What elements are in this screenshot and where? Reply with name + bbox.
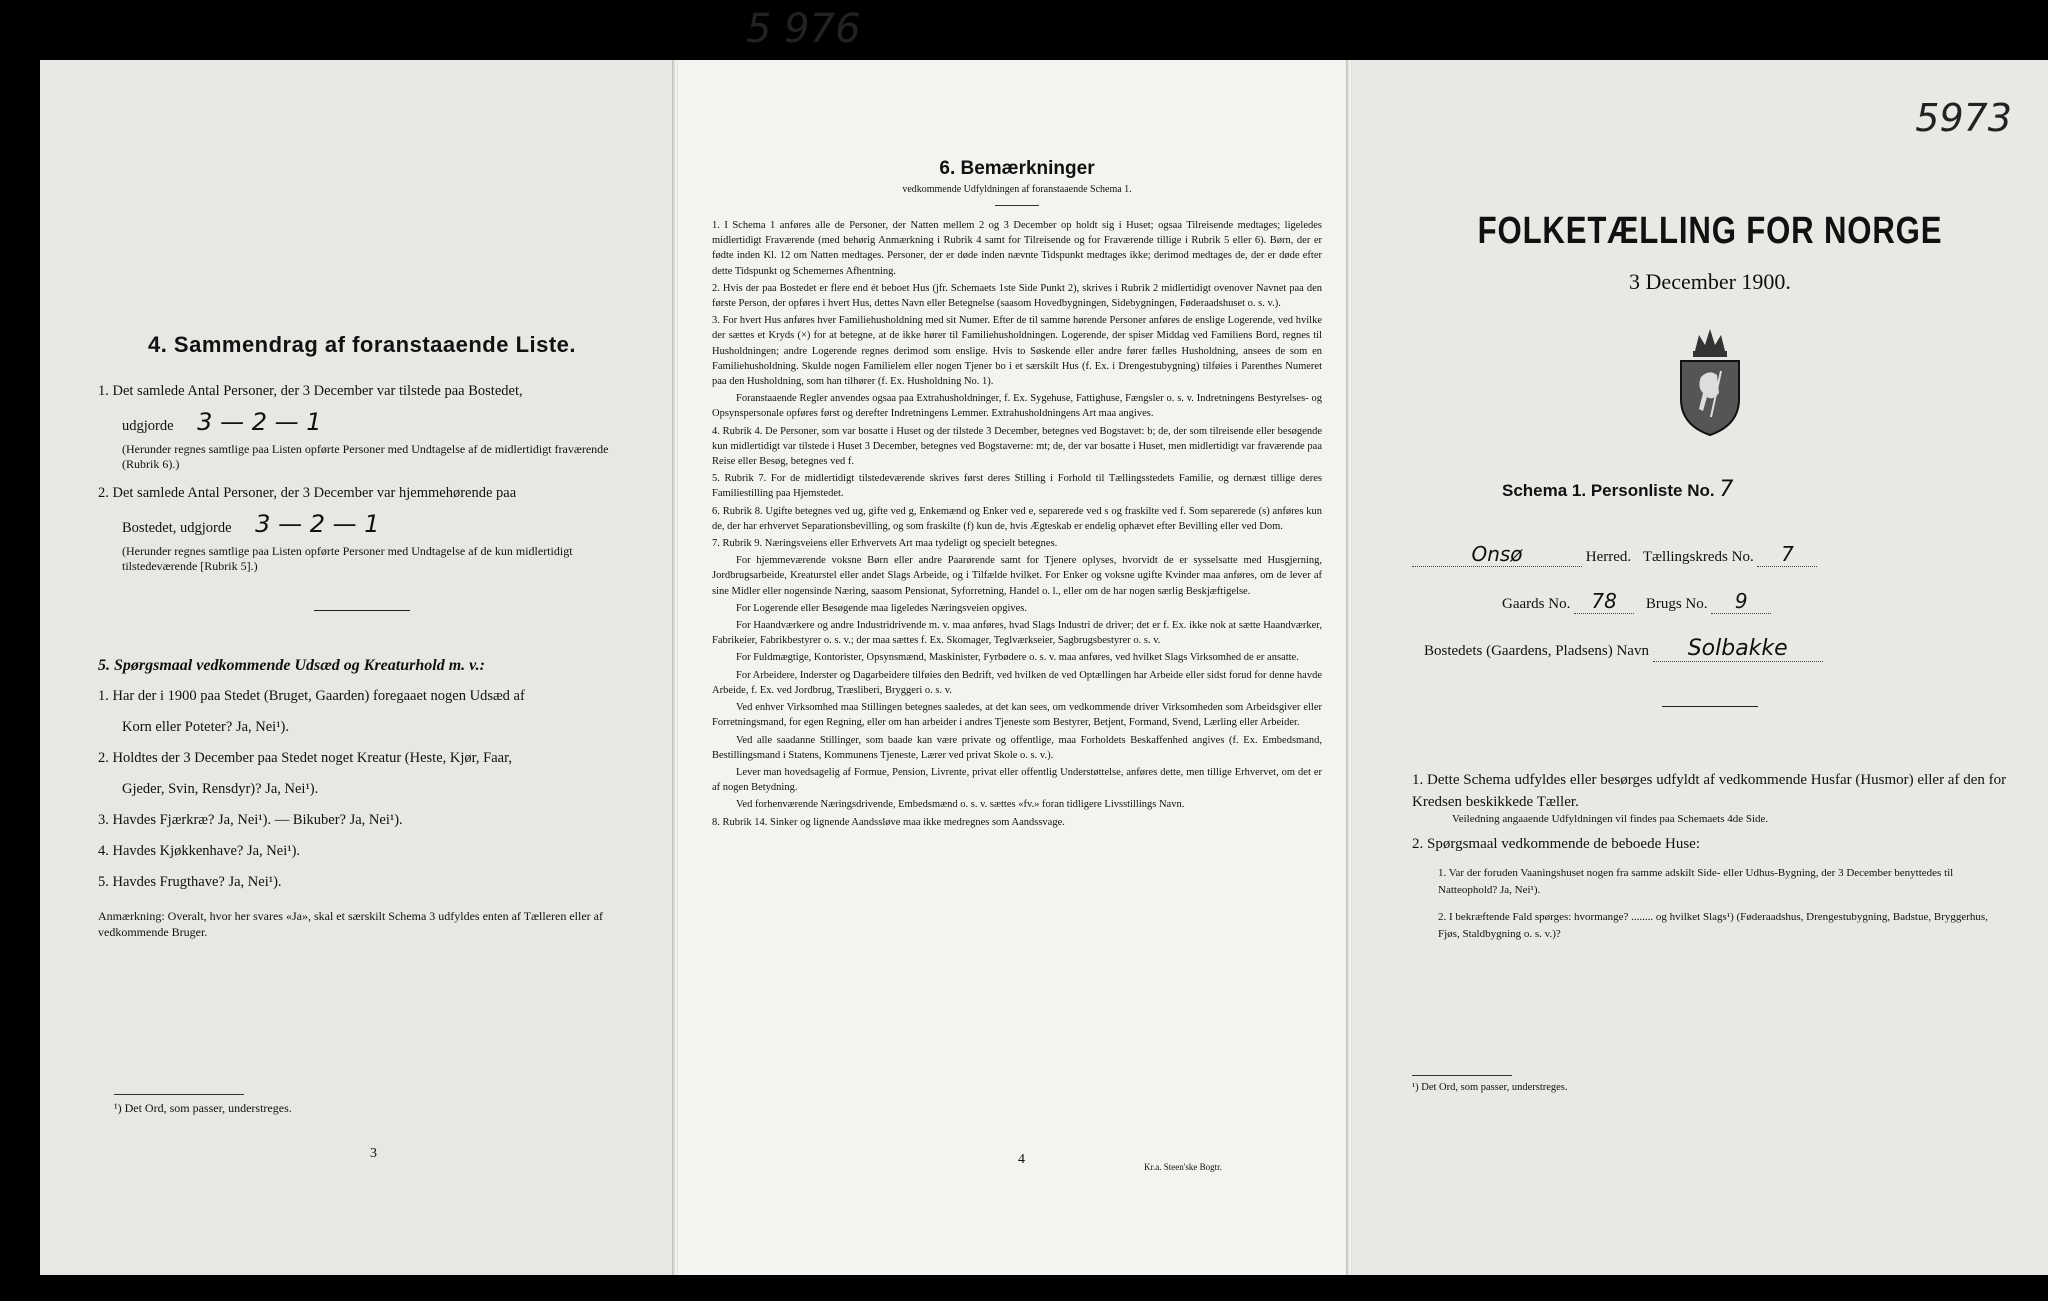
printer-imprint: Kr.a. Steen'ske Bogtr. — [1144, 1162, 1222, 1172]
remark-3: 3. For hvert Hus anføres hver Familiehusholdning med sit Numer. Efter de til samme hørende Personer anføres de enslige Logerende, ved hvilke der sættes et Kryds (×) for at betegne, at de ikke hører til Familiehusholdningen. Logerende, der spiser Middag ved Familiens Bord, regnes til Husholdningen; andre Logerende regnes derimod som enslige. Hvis to Søskende eller andre fører fælles Husholdning, ansees de som en Familiehusholdning. Skulde nogen Familielem eller nogen Tjener bo i et særskilt Hus (f. Ex. i Drengestubygning) tilføies i Parenthes Numeret paa den Husholdning, som han tilhører (f. Ex. Husholdning No. 1). — [712, 315, 1322, 388]
remark-7b: For Logerende eller Besøgende maa ligeledes Næringsveien opgives. — [736, 602, 1027, 614]
q2-note: (Herunder regnes samtlige paa Listen opførte Personer med Undtagelse af de kun midlertidigt tilstedeværende [Rubrik 5].) — [122, 544, 573, 573]
q5-1a: 1. Har der i 1900 paa Stedet (Bruget, Gaarden) foregaaet nogen Udsæd af — [98, 688, 525, 704]
anmerkning: Anmærkning: Overalt, hvor her svares «Ja», skal et særskilt Schema 3 udfyldes enten af Tælleren eller af vedkommende Bruger. — [98, 909, 603, 939]
remark-6: 6. Rubrik 8. Ugifte betegnes ved ug, gifte ved g, Enkemænd og Enker ved e, separerede ved s og fraskilte ved f. Som separerede (s) anføres kun de, der har erhvervet Separationsbevilling, og som fraskilte (f) kun de, hvis Ægteskab er endelig ophævet efter Bevilling eller ved Dom. — [712, 505, 1322, 532]
herred-line — [1412, 542, 2008, 567]
brugs-value: 9 — [1711, 589, 1771, 614]
remark-5: 5. Rubrik 7. For de midlertidigt tilstedeværende skrives først deres Stilling i Forhold til Tællingsstedets Familie, og dernæst tillige deres Familiestilling paa Hjemstedet. — [712, 473, 1322, 500]
left-footnote-text: ¹) Det Ord, som passer, understreges. — [114, 1101, 292, 1115]
divider — [314, 610, 410, 611]
instruction-2-1: 1. Var der foruden Vaaningshuset nogen fra samme adskilt Side- eller Udhus-Bygning, der 3 December benyttedes til Natteophold? Ja, Nei¹). — [1438, 867, 1954, 896]
q5-2b: Gjeder, Svin, Rensdyr)? Ja, Nei¹). — [122, 781, 319, 797]
q5-4: 4. Havdes Kjøkkenhave? Ja, Nei¹). — [98, 843, 301, 859]
instruction-2: 2. Spørgsmaal vedkommende de beboede Huse: — [1412, 836, 1700, 852]
remark-7g: Ved alle saadanne Stillinger, som baade kan være private og offentlige, maa Forholdets Beskaffenhed angives (f. Ex. Embedsmand, Bestillingsmand i Statens, Kommunens Tjeneste, Lærer ved privat Skole o. s. v.). — [712, 734, 1322, 761]
instruction-1-note: Veiledning angaaende Udfyldningen vil findes paa Schemaets 4de Side. — [1452, 813, 1769, 825]
schema-line — [1502, 477, 2008, 502]
remarks-title: 6. Bemærkninger — [939, 158, 1095, 179]
bosted-label: Bostedets (Gaardens, Pladsens) Navn — [1424, 643, 1649, 659]
remark-4: 4. Rubrik 4. De Personer, som var bosatte i Huset og der tilstede 3 December, betegnes ved Bogstavet: b; de, der som tilreisende eller besøgende kun midlertidigt var tilstede i Huset 3 December, betegnes ved Bogstaverne: mt; de, der var bosatte i Huset, men midlertidigt var fraværende paa Reise eller Besøg, betegnes ved f. — [712, 425, 1322, 468]
remark-7e: For Arbeidere, Inderster og Dagarbeidere tilføies den Bedrift, ved hvilken de ved Optællingen har Arbeide eller sidst forud for denne havde Arbeide, f. Ex. ved Jordbrug, Træsliberi, Bryggeri o. s. v. — [712, 669, 1322, 696]
right-footnote — [1412, 1075, 1568, 1093]
remarks-subtitle: vedkommende Udfyldningen af foranstaaende Schema 1. — [902, 184, 1132, 195]
schema-number: 7 — [1719, 477, 1734, 502]
schema-label: Schema 1. Personliste No. — [1502, 481, 1715, 500]
kreds-value: 7 — [1757, 542, 1817, 567]
remark-8: 8. Rubrik 14. Sinker og lignende Aandssløve maa ikke medregnes som Aandssvage. — [712, 816, 1065, 828]
remark-7c: For Haandværkere og andre Industridrivende m. v. maa anføres, hvad Slags Industri de driver; det er f. Ex. ikke nok at sætte Haandværker, Fabrikeier, Fabrikbestyrer o. s. v.; der maa sættes f. Ex. Skomager, Teglværkseier, Sagbrugsbestyrer o. s. v. — [712, 620, 1322, 647]
section-5-title: 5. Spørgsmaal vedkommende Udsæd og Kreaturhold m. v.: — [98, 657, 485, 674]
archive-number-right: 5973 — [1915, 96, 2012, 140]
remark-7: 7. Rubrik 9. Næringsveiens eller Erhvervets Art maa tydeligt og specielt betegnes. — [712, 538, 1058, 550]
q2-values: 3 — 2 — 1 — [255, 510, 380, 538]
footnote-rule — [114, 1094, 244, 1095]
middle-page-number: 4 — [1018, 1152, 1025, 1167]
instruction-1: 1. Dette Schema udfyldes eller besørges udfyldt af vedkommende Husfar (Husmor) eller af den for Kredsen beskikkede Tæller. — [1412, 772, 2007, 810]
remark-1: 1. I Schema 1 anføres alle de Personer, der Natten mellem 2 og 3 December op holdt sig i Huset; ogsaa Tilreisende medtages; ligeledes midlertidigt Fraværende (med behørig Anmærkning i Rubrik 4 samt for Tilreisende og for Fraværende tillige i Rubrik 5 eller 6). Børn, der er fødte inden Kl. 12 om Natten medtages. Personer, der er døde inden nævnte Tidspunkt medtages ikke; derimod medtages de, der er døde efter dette Tidspunkt og Schemernes Afhentning. — [712, 220, 1322, 277]
remarks-rule — [995, 205, 1039, 206]
remark-7d: For Fuldmægtige, Kontorister, Opsynsmænd, Maskinister, Fyrbødere o. s. v. maa anføres, ved hvilket Slags Virksomhed de er ansatte. — [736, 652, 1299, 664]
q1-text: 1. Det samlede Antal Personer, der 3 December var tilstede paa Bostedet, — [98, 383, 523, 399]
census-date: 3 December 1900. — [1629, 269, 1791, 294]
remark-7h: Lever man hovedsagelig af Formue, Pension, Livrente, privat eller offentlig Understøttelse, anføres dette, men tillige Erhvervet, om det er af nogen Betydning. — [712, 766, 1322, 794]
q5-1b: Korn eller Poteter? Ja, Nei¹). — [122, 719, 290, 735]
gaards-value: 78 — [1574, 589, 1634, 614]
q5-5: 5. Havdes Frugthave? Ja, Nei¹). — [98, 874, 282, 890]
herred-label: Herred. — [1585, 549, 1632, 565]
left-page — [40, 60, 672, 1275]
q1-line — [122, 407, 626, 442]
right-footnote-text: ¹) Det Ord, som passer, understreges. — [1412, 1082, 1568, 1093]
q5-3: 3. Havdes Fjærkræ? Ja, Nei¹). — Bikuber? Ja, Nei¹). — [98, 812, 403, 828]
remark-7i: Ved forhenværende Næringsdrivende, Embedsmænd o. s. v. sættes «fv.» foran tidligere Livsstillings Navn. — [736, 799, 1185, 811]
q2-text: 2. Det samlede Antal Personer, der 3 December var hjemmehørende paa — [98, 485, 517, 501]
remark-3b: Foranstaaende Regler anvendes ogsaa paa Extrahusholdninger, f. Ex. Sygehuse, Fattighuse, Fængsler o. s. v. Indretningens Bestyrelses- og Opsynspersonale opføres først og derefter Indretningens Lemmer. Extrahusholdningens Art maa angives. — [712, 393, 1322, 420]
right-footnote-rule — [1412, 1075, 1512, 1076]
gaards-label: Gaards No. — [1502, 596, 1571, 612]
remark-7f: Ved enhver Virksomhed maa Stillingen betegnes saaledes, at det kan sees, om vedkommende driver Virksomheden som Arbeidsgiver eller Forretningsmand, for egen Regning, eller om han arbeider i andres Tjeneste som Bestyrer, Betjent, Formand, Svend, Lærling eller Arbeider. — [712, 702, 1322, 729]
right-page — [1352, 60, 2048, 1275]
archive-number-top: 5 976 — [746, 6, 861, 52]
kreds-label: Tællingskreds No. — [1642, 549, 1754, 565]
left-page-number: 3 — [370, 1146, 377, 1161]
brugs-label: Brugs No. — [1645, 596, 1708, 612]
census-title: FOLKETÆLLING FOR NORGE — [1477, 210, 1943, 252]
q5-2a: 2. Holdtes der 3 December paa Stedet noget Kreatur (Heste, Kjør, Faar, — [98, 750, 512, 766]
instruction-2-2: 2. I bekræftende Fald spørges: hvormange? ........ og hvilket Slags¹) (Føderaadshus, Drengestubygning, Badstue, Bryggerhus, Fjøs, Staldbygning o. s. v.)? — [1438, 911, 1988, 940]
middle-page — [678, 60, 1350, 1275]
section-4-title: 4. Sammendrag af foranstaaende Liste. — [147, 332, 577, 357]
q1-note: (Herunder regnes samtlige paa Listen opførte Personer med Undtagelse af de midlertidigt fraværende (Rubrik 6).) — [122, 442, 609, 471]
norway-coat-of-arms-icon — [1673, 321, 1747, 437]
q1-values: 3 — 2 — 1 — [197, 408, 322, 436]
remark-7a: For hjemmeværende voksne Børn eller andre Paarørende samt for Tjenere oplyses, hvorvidt de er sysselsatte med Husgjerning, Jordbrugsarbeide, Kreaturstel eller andet Slags Arbeide, og i Tilfælde hvilket. For Enker og voksne ugifte Kvinder maa anføres, om de lever af sine Midler eller nogensinde Næring, saasom Pensionat, Syforretning, Handel o. l., eller om de har nogen særlig Beskjæftigelse. — [712, 555, 1322, 597]
bosted-line — [1424, 636, 2008, 662]
remark-2: 2. Hvis der paa Bostedet er flere end ét beboet Hus (jfr. Schemaets 1ste Side Punkt 2), skrives i Rubrik 2 midlertidigt ovenover Navnet paa den første Person, der opføres i hvert Hus, dettes Navn eller Betegnelse (saasom Hovedbygningen, Sidebygningen, Føderaadshuset o. s. v.). — [712, 282, 1322, 310]
gaards-line — [1502, 589, 2008, 614]
left-footnote — [114, 1094, 292, 1116]
q2-line — [122, 509, 626, 544]
bosted-value: Solbakke — [1653, 636, 1823, 662]
q1-label: udgjorde — [122, 418, 174, 434]
q2-label: Bostedet, udgjorde — [122, 520, 232, 536]
right-divider — [1662, 706, 1758, 707]
herred-value: Onsø — [1412, 542, 1582, 567]
